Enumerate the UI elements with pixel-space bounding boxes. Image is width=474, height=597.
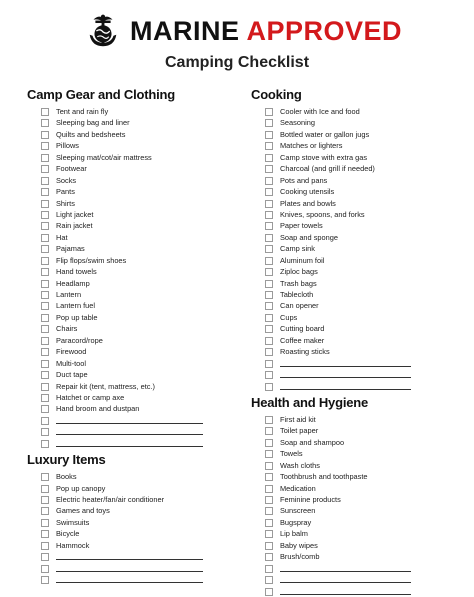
- checkbox[interactable]: [41, 383, 49, 391]
- checklist-item-label: Cooler with Ice and food: [280, 107, 360, 116]
- write-in-line[interactable]: [280, 377, 411, 378]
- blank-checklist-item: [252, 574, 467, 585]
- checkbox[interactable]: [41, 211, 49, 219]
- checklist-item-label: Pajamas: [56, 244, 85, 254]
- checkbox[interactable]: [41, 576, 49, 584]
- checklist-item-label: Hand broom and dustpan: [56, 404, 140, 414]
- write-in-line[interactable]: [56, 423, 203, 424]
- write-in-line[interactable]: [280, 582, 411, 583]
- checkbox[interactable]: [41, 268, 49, 276]
- checkbox[interactable]: [265, 439, 273, 447]
- checkbox[interactable]: [41, 519, 49, 527]
- checklist-item-label: Soap and sponge: [280, 232, 338, 242]
- blank-checklist-item: [252, 369, 467, 380]
- section-title-luxury: Luxury Items: [27, 452, 106, 468]
- page-header: [0, 10, 474, 56]
- checklist-item-label: Sunscreen: [280, 506, 316, 516]
- checkbox[interactable]: [265, 507, 273, 515]
- checklist-item-label: Paper towels: [280, 221, 323, 231]
- checklist-item: [28, 163, 233, 174]
- checkbox[interactable]: [265, 530, 273, 538]
- blank-checklist-item: [252, 381, 467, 392]
- checklist-item: [252, 471, 467, 482]
- checkbox[interactable]: [265, 542, 273, 550]
- checklist-item-label: Flip flops/swim shoes: [56, 255, 127, 265]
- checklist-item: [252, 460, 467, 471]
- checklist-item-label: Rain jacket: [56, 221, 93, 231]
- blank-checklist-item: [28, 415, 233, 426]
- checklist-item-label: Paracord/rope: [56, 335, 103, 345]
- checklist-item-label: Coffee maker: [280, 335, 325, 345]
- checkbox[interactable]: [265, 257, 273, 265]
- checklist-item-label: Hammock: [56, 540, 90, 550]
- blank-checklist-item: [28, 426, 233, 437]
- luxury-list: [28, 471, 233, 585]
- checkbox[interactable]: [265, 108, 273, 116]
- checkbox[interactable]: [265, 234, 273, 242]
- write-in-line[interactable]: [56, 434, 203, 435]
- checklist-item-label: Aluminum foil: [280, 255, 325, 265]
- checkbox[interactable]: [41, 473, 49, 481]
- checklist-item: [28, 517, 233, 528]
- checklist-item-label: Toothbrush and toothpaste: [280, 472, 368, 482]
- checkbox[interactable]: [265, 200, 273, 208]
- checklist-item-label: Ziploc bags: [280, 267, 318, 277]
- checklist-item: [252, 540, 467, 551]
- checklist-item: [28, 381, 233, 392]
- checklist-item: [28, 152, 233, 163]
- checklist-item: [28, 278, 233, 289]
- checklist-item-label: Cutting board: [280, 324, 325, 334]
- checkbox[interactable]: [41, 131, 49, 139]
- checkbox[interactable]: [41, 485, 49, 493]
- checkbox[interactable]: [265, 131, 273, 139]
- checklist-item-label: Shirts: [56, 198, 75, 208]
- checkbox[interactable]: [41, 142, 49, 150]
- checkbox[interactable]: [265, 142, 273, 150]
- checkbox[interactable]: [41, 325, 49, 333]
- checklist-item: [252, 528, 467, 539]
- left-column: [28, 86, 233, 586]
- checkbox[interactable]: [265, 416, 273, 424]
- checklist-item-label: Hat: [56, 232, 68, 242]
- checklist-item: [252, 266, 467, 277]
- checklist-item-label: Sleeping mat/cot/air mattress: [56, 152, 152, 162]
- checklist-item-label: Repair kit (tent, mattress, etc.): [56, 381, 155, 391]
- checklist-item: [28, 403, 233, 414]
- checklist-item: [28, 140, 233, 151]
- checklist-item-label: Feminine products: [280, 495, 341, 504]
- checklist-item: [28, 106, 233, 117]
- checklist-item-label: Tablecloth: [280, 290, 314, 299]
- checkbox[interactable]: [41, 542, 49, 550]
- checkbox[interactable]: [265, 165, 273, 173]
- checklist-item: [252, 551, 467, 562]
- checkbox[interactable]: [265, 280, 273, 288]
- checklist-item: [28, 471, 233, 482]
- checklist-item-label: Pillows: [56, 141, 79, 151]
- checkbox[interactable]: [41, 257, 49, 265]
- checklist-item-label: Lantern fuel: [56, 301, 96, 311]
- checklist-item: [28, 312, 233, 323]
- checklist-item-label: Games and toys: [56, 506, 110, 516]
- checklist-item: [28, 117, 233, 128]
- checklist-item-label: Electric heater/fan/air conditioner: [56, 495, 165, 504]
- checklist-item: [252, 186, 467, 197]
- checklist-item-label: Books: [56, 472, 77, 482]
- checklist-item: [252, 437, 467, 448]
- checkbox[interactable]: [265, 485, 273, 493]
- checklist-item: [28, 289, 233, 300]
- checklist-item: [252, 198, 467, 209]
- checklist-item-label: Baby wipes: [280, 540, 318, 550]
- checklist-item-label: Bugspray: [280, 517, 312, 527]
- checkbox[interactable]: [265, 576, 273, 584]
- checklist-item-label: Footwear: [56, 164, 87, 174]
- checkbox[interactable]: [41, 165, 49, 173]
- checkbox[interactable]: [265, 154, 273, 162]
- section-title-cooking: Cooking: [251, 87, 302, 102]
- checklist-item-label: Lantern: [56, 290, 82, 299]
- checklist-item: [252, 106, 467, 117]
- checklist-item: [252, 414, 467, 425]
- checklist-item-label: Light jacket: [56, 209, 94, 219]
- eagle-globe-anchor-emblem-icon: [84, 12, 122, 50]
- brand-part-1: MARINE: [130, 16, 240, 46]
- checklist-item-label: Plates and bowls: [280, 198, 336, 208]
- checkbox[interactable]: [265, 427, 273, 435]
- checkbox[interactable]: [265, 222, 273, 230]
- checkbox[interactable]: [41, 314, 49, 322]
- checklist-item-label: Knives, spoons, and forks: [280, 209, 365, 219]
- checklist-item-label: Sleeping bag and liner: [56, 118, 130, 128]
- checklist-item-label: Camp stove with extra gas: [280, 152, 368, 162]
- checkbox[interactable]: [41, 177, 49, 185]
- checklist-item: [252, 517, 467, 528]
- checklist-item: [28, 232, 233, 243]
- checklist-item-label: Socks: [56, 175, 77, 185]
- checklist-item: [28, 220, 233, 231]
- blank-checklist-item: [28, 574, 233, 585]
- checklist-item: [252, 232, 467, 243]
- checklist-item: [28, 198, 233, 209]
- checkbox[interactable]: [265, 119, 273, 127]
- checkbox[interactable]: [41, 371, 49, 379]
- right-column: [252, 86, 467, 597]
- checkbox[interactable]: [41, 530, 49, 538]
- checklist-item-label: Trash bags: [280, 278, 317, 288]
- checkbox[interactable]: [41, 348, 49, 356]
- checklist-item-label: First aid kit: [280, 414, 316, 424]
- checklist-item: [252, 117, 467, 128]
- checkbox[interactable]: [265, 291, 273, 299]
- checklist-item: [252, 289, 467, 300]
- brand-title: [130, 16, 402, 47]
- checklist-item-label: Can opener: [280, 301, 319, 311]
- checklist-item: [252, 243, 467, 254]
- checklist-item: [252, 425, 467, 436]
- checkbox[interactable]: [41, 428, 49, 436]
- health-list: [252, 414, 467, 597]
- checklist-item: [28, 505, 233, 516]
- checklist-item: [252, 209, 467, 220]
- checkbox[interactable]: [265, 553, 273, 561]
- blank-checklist-item: [28, 438, 233, 449]
- checklist-item: [252, 163, 467, 174]
- checklist-item: [28, 186, 233, 197]
- checkbox[interactable]: [265, 268, 273, 276]
- blank-checklist-item: [28, 563, 233, 574]
- checkbox[interactable]: [265, 496, 273, 504]
- checkbox[interactable]: [265, 519, 273, 527]
- write-in-line[interactable]: [280, 571, 411, 572]
- cooking-list: [252, 106, 467, 392]
- checklist-item-label: Roasting sticks: [280, 347, 330, 357]
- checkbox[interactable]: [41, 108, 49, 116]
- checklist-item: [28, 346, 233, 357]
- checklist-item-label: Multi-tool: [56, 358, 86, 368]
- write-in-line[interactable]: [56, 582, 203, 583]
- section-title-health: Health and Hygiene: [251, 394, 369, 410]
- write-in-line[interactable]: [280, 389, 411, 390]
- checklist-item-label: Cooking utensils: [280, 187, 335, 197]
- page-subtitle: Camping Checklist: [164, 54, 310, 71]
- checkbox[interactable]: [41, 188, 49, 196]
- blank-checklist-item: [252, 358, 467, 369]
- checklist-item: [28, 392, 233, 403]
- checklist-item: [252, 346, 467, 357]
- checklist-item-label: Cups: [280, 312, 298, 322]
- checkbox[interactable]: [265, 245, 273, 253]
- write-in-line[interactable]: [56, 571, 203, 572]
- checkbox[interactable]: [265, 450, 273, 458]
- blank-checklist-item: [252, 586, 467, 597]
- checkbox[interactable]: [265, 325, 273, 333]
- checkbox[interactable]: [41, 222, 49, 230]
- section-title-camp-gear: Camp Gear and Clothing: [27, 87, 176, 102]
- write-in-line[interactable]: [56, 559, 203, 560]
- checkbox[interactable]: [265, 360, 273, 368]
- checkbox[interactable]: [265, 314, 273, 322]
- checkbox[interactable]: [265, 588, 273, 596]
- checklist-item-label: Matches or lighters: [280, 141, 343, 151]
- checklist-item-label: Firewood: [56, 347, 87, 357]
- checklist-item: [28, 335, 233, 346]
- checkbox[interactable]: [41, 154, 49, 162]
- write-in-line[interactable]: [280, 594, 411, 595]
- checklist-item: [252, 129, 467, 140]
- checklist-item: [28, 369, 233, 380]
- checkbox[interactable]: [265, 565, 273, 573]
- checklist-item-label: Pop up table: [56, 312, 98, 322]
- checkbox[interactable]: [265, 462, 273, 470]
- checklist-item-label: Seasoning: [280, 118, 315, 128]
- checklist-item-label: Pop up canopy: [56, 483, 106, 493]
- checkbox[interactable]: [41, 119, 49, 127]
- checklist-item: [252, 300, 467, 311]
- checklist-item-label: Lip balm: [280, 529, 308, 539]
- checklist-item-label: Camp sink: [280, 244, 315, 254]
- checklist-item: [28, 540, 233, 551]
- checklist-item-label: Hand towels: [56, 267, 97, 277]
- checklist-item-label: Swimsuits: [56, 517, 90, 527]
- checklist-item: [28, 483, 233, 494]
- camp-gear-list: [28, 106, 233, 449]
- blank-checklist-item: [28, 551, 233, 562]
- checkbox[interactable]: [265, 383, 273, 391]
- checklist-item: [252, 140, 467, 151]
- checklist-item-label: Pots and pans: [280, 175, 328, 185]
- brand-part-2: APPROVED: [246, 16, 403, 46]
- checkbox[interactable]: [265, 211, 273, 219]
- checklist-item: [252, 152, 467, 163]
- checklist-item: [252, 323, 467, 334]
- checklist-item: [252, 255, 467, 266]
- checkbox[interactable]: [41, 565, 49, 573]
- checkbox[interactable]: [41, 245, 49, 253]
- checklist-item-label: Medication: [280, 483, 316, 493]
- write-in-line[interactable]: [56, 446, 203, 447]
- checklist-item: [28, 266, 233, 277]
- checkbox[interactable]: [41, 553, 49, 561]
- checkbox[interactable]: [41, 280, 49, 288]
- checklist-item-label: Hatchet or camp axe: [56, 392, 125, 402]
- checklist-item-label: Bicycle: [56, 529, 80, 539]
- checklist-item: [252, 483, 467, 494]
- checklist-item-label: Tent and rain fly: [56, 107, 109, 116]
- checkbox[interactable]: [41, 394, 49, 402]
- checklist-item: [252, 175, 467, 186]
- checklist-item: [28, 175, 233, 186]
- checklist-item-label: Wash cloths: [280, 460, 320, 470]
- checklist-item: [252, 505, 467, 516]
- checkbox[interactable]: [41, 496, 49, 504]
- checklist-item-label: Chairs: [56, 324, 78, 334]
- checklist-item-label: Quilts and bedsheets: [56, 129, 126, 139]
- checklist-item: [28, 528, 233, 539]
- checklist-item-label: Soap and shampoo: [280, 437, 345, 447]
- checkbox[interactable]: [265, 337, 273, 345]
- checkbox[interactable]: [41, 302, 49, 310]
- checkbox[interactable]: [41, 360, 49, 368]
- checklist-item: [28, 209, 233, 220]
- checklist-item-label: Headlamp: [56, 278, 90, 288]
- checklist-item: [252, 220, 467, 231]
- checkbox[interactable]: [41, 200, 49, 208]
- checklist-item-label: Charcoal (and grill if needed): [280, 164, 375, 174]
- checklist-item-label: Pants: [56, 187, 75, 197]
- checkbox[interactable]: [265, 348, 273, 356]
- checklist-item: [28, 255, 233, 266]
- checklist-item-label: Duct tape: [56, 370, 88, 380]
- checklist-item: [252, 448, 467, 459]
- checklist-item: [28, 243, 233, 254]
- checklist-item-label: Towels: [280, 449, 303, 459]
- checkbox[interactable]: [41, 291, 49, 299]
- checklist-item: [28, 300, 233, 311]
- checkbox[interactable]: [265, 302, 273, 310]
- checkbox[interactable]: [265, 473, 273, 481]
- checkbox[interactable]: [265, 177, 273, 185]
- checklist-item: [28, 358, 233, 369]
- checkbox[interactable]: [41, 337, 49, 345]
- blank-checklist-item: [252, 563, 467, 574]
- checkbox[interactable]: [41, 405, 49, 413]
- checklist-item-label: Toilet paper: [280, 426, 319, 436]
- checklist-item: [28, 323, 233, 334]
- checklist-item: [252, 312, 467, 323]
- checklist-item: [28, 494, 233, 505]
- checklist-item-label: Bottled water or gallon jugs: [280, 129, 370, 139]
- checkbox[interactable]: [265, 371, 273, 379]
- checkbox[interactable]: [41, 234, 49, 242]
- checklist-item-label: Brush/comb: [280, 552, 320, 562]
- checklist-item: [252, 494, 467, 505]
- write-in-line[interactable]: [280, 366, 411, 367]
- checkbox[interactable]: [41, 417, 49, 425]
- checkbox[interactable]: [41, 440, 49, 448]
- checkbox[interactable]: [265, 188, 273, 196]
- checkbox[interactable]: [41, 507, 49, 515]
- checklist-item: [252, 278, 467, 289]
- checklist-item: [252, 335, 467, 346]
- checklist-item: [28, 129, 233, 140]
